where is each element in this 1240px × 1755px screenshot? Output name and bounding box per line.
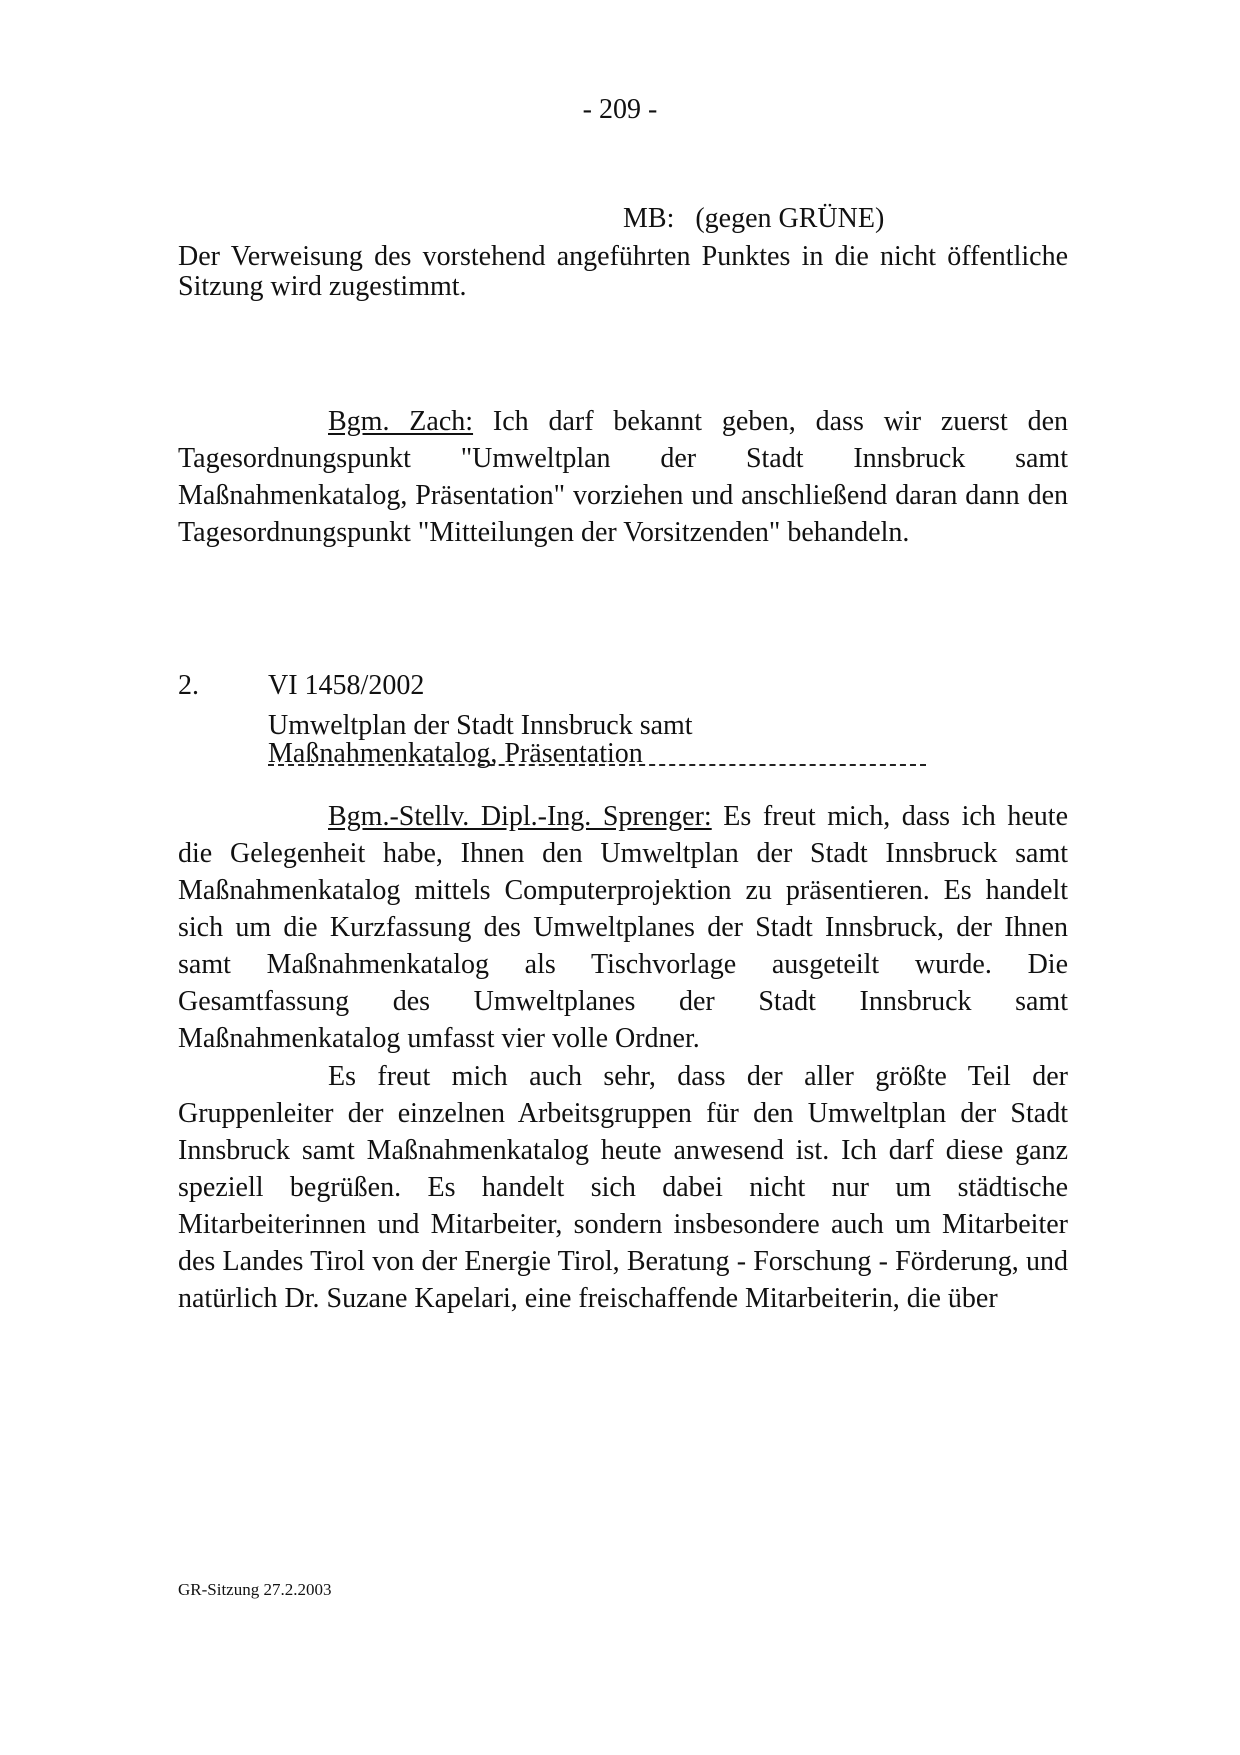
continuation-text: Es freut mich auch sehr, dass der aller größte Teil der Gruppenleiter der einzelnen Arbeitsgruppen für den Umweltplan der Stadt Innsbruck samt Maßnahmenkatalog heute anwesend ist. Ich darf diese ganz speziell begrüßen. Es handelt sich dabei nicht nur um städtische Mitarbeiterinnen und Mitarbeiter, sondern insbesondere auch um Mitarbeiter des Landes Tirol von der Energie Tirol, Beratung - Forschung - Förderung, und natürlich Dr. Suzane Kapelari, eine freischaffende Mitarbeiterin, die über xyxy=(178,1061,1068,1314)
vote-label: MB: xyxy=(623,203,675,234)
footer-session-date: GR-Sitzung 27.2.2003 xyxy=(178,1580,332,1599)
statement-zach-text: Ich darf bekannt geben, dass wir zuerst den Tagesordnungspunkt "Umweltplan der Stadt Innsbruck samt Maßnahmenkatalog, Präsentation" vorziehen und anschließend daran dann den Tagesordnungspunkt "Mitteilungen der Vorsitzenden" behandeln. xyxy=(178,406,1068,548)
page-number: - 209 - xyxy=(582,94,658,125)
vote-value: (gegen GRÜNE) xyxy=(695,203,885,234)
agenda-item-reference: VI 1458/2002 xyxy=(268,670,425,701)
speaker-sprenger: Bgm.-Stellv. Dipl.-Ing. Sprenger: xyxy=(328,801,712,832)
statement-sprenger-continuation xyxy=(178,1058,1068,1317)
statement-zach xyxy=(178,403,1068,551)
speaker-zach: Bgm. Zach: xyxy=(328,406,474,437)
vote-text: Der Verweisung des vorstehend angeführten Punktes in die nicht öffentliche Sitzung wird zugestimmt. xyxy=(178,241,1068,302)
dashed-divider xyxy=(268,764,926,766)
agenda-item-number: 2. xyxy=(178,670,199,701)
statement-sprenger xyxy=(178,798,1068,1057)
vote-result xyxy=(623,202,884,236)
agenda-item-title: Umweltplan der Stadt Innsbruck samt Maßnahmenkatalog, Präsentation xyxy=(268,710,693,769)
statement-sprenger-text: Es freut mich, dass ich heute die Gelegenheit habe, Ihnen den Umweltplan der Stadt Innsbruck samt Maßnahmenkatalog mittels Computerprojektion zu präsentieren. Es handelt sich um die Kurzfassung des Umweltplanes der Stadt Innsbruck, der Ihnen samt Maßnahmenkatalog als Tischvorlage ausgeteilt wurde. Die Gesamtfassung des Umweltplanes der Stadt Innsbruck samt Maßnahmenkatalog umfasst vier volle Ordner. xyxy=(178,801,1068,1054)
